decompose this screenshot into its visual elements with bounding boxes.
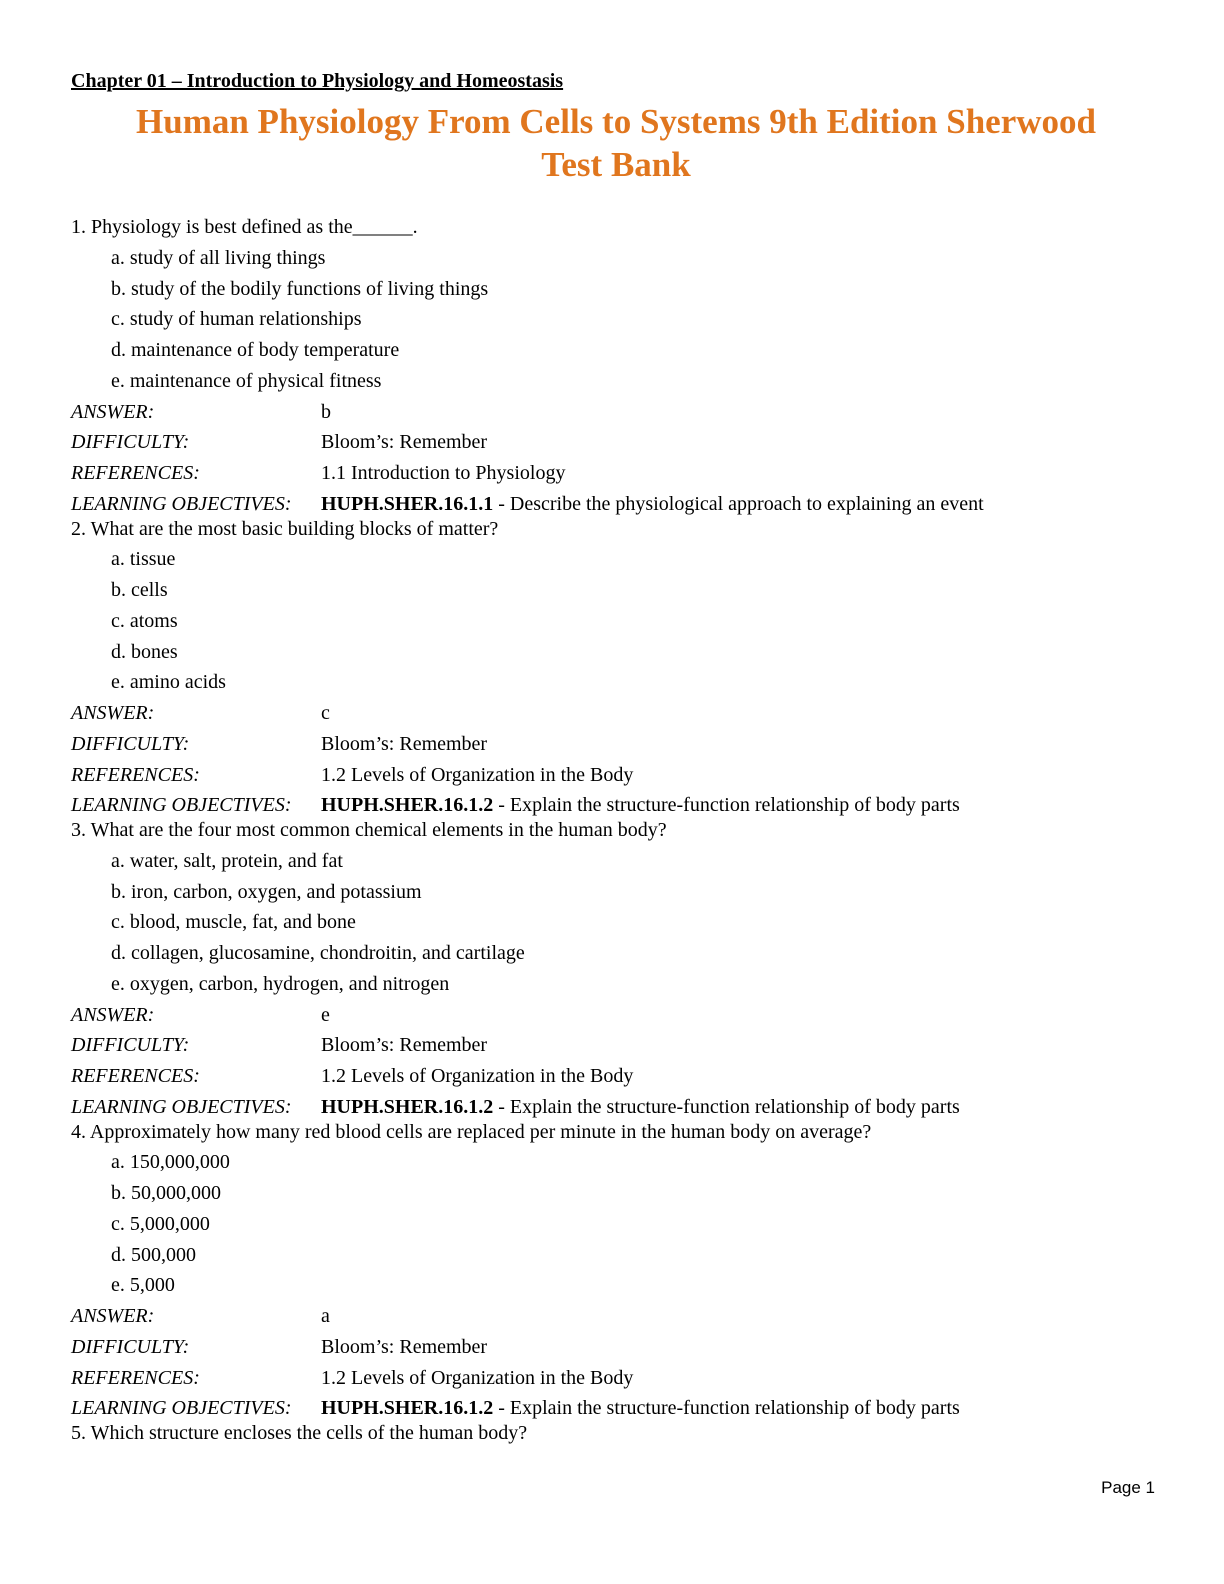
references-row — [71, 458, 1161, 489]
references-label: REFERENCES: — [71, 763, 200, 786]
references-label: REFERENCES: — [71, 462, 200, 484]
references-row — [71, 760, 1161, 791]
difficulty-value: Bloom’s: Remember — [321, 1034, 488, 1057]
document-title — [71, 100, 1161, 186]
difficulty-row — [71, 1030, 1161, 1061]
references-value: 1.1 Introduction to Physiology — [321, 462, 566, 484]
learning-objectives-label: LEARNING OBJECTIVES: — [71, 794, 292, 817]
question-text: 2. What are the most basic building blocks of matter? — [71, 517, 499, 540]
answer-value: c — [321, 702, 330, 724]
answer-row — [71, 698, 1161, 729]
option-b: b. 50,000,000 — [111, 1182, 221, 1204]
answer-label: ANSWER: — [71, 1305, 155, 1327]
option-b: b. cells — [111, 579, 168, 601]
difficulty-row — [71, 729, 1161, 760]
question-text: 3. What are the four most common chemical elements in the human body? — [71, 819, 667, 841]
references-value: 1.2 Levels of Organization in the Body — [321, 763, 634, 786]
option-b: b. iron, carbon, oxygen, and potassium — [111, 880, 422, 903]
objective-description: - Explain the structure-function relationship of body parts — [493, 1095, 960, 1118]
option-a: a. study of all living things — [111, 246, 326, 269]
answer-row — [71, 397, 1161, 428]
objective-description: - Explain the structure-function relationship of body parts — [493, 1397, 960, 1420]
option-c: c. blood, muscle, fat, and bone — [111, 911, 356, 934]
references-label: REFERENCES: — [71, 1065, 200, 1087]
difficulty-value: Bloom’s: Remember — [321, 732, 488, 755]
option-a: a. water, salt, protein, and fat — [111, 849, 343, 872]
difficulty-value: Bloom’s: Remember — [321, 431, 488, 454]
question-text: 4. Approximately how many red blood cells are replaced per minute in the human body on average? — [71, 1120, 872, 1143]
option-a: a. 150,000,000 — [111, 1151, 230, 1174]
answer-value: b — [321, 400, 331, 423]
document-title-line1: Human Physiology From Cells to Systems 9th Edition Sherwood — [136, 102, 1096, 141]
difficulty-label: DIFFICULTY: — [71, 1335, 190, 1358]
option-e: e. maintenance of physical fitness — [111, 369, 382, 392]
page-number: Page 1 — [1101, 1478, 1155, 1497]
option-d: d. maintenance of body temperature — [111, 339, 400, 361]
learning-objectives-label: LEARNING OBJECTIVES: — [71, 1397, 292, 1420]
references-value: 1.2 Levels of Organization in the Body — [321, 1065, 634, 1087]
option-e: e. 5,000 — [111, 1274, 175, 1297]
answer-row — [71, 1000, 1161, 1031]
difficulty-label: DIFFICULTY: — [71, 732, 190, 755]
answer-label: ANSWER: — [71, 702, 155, 724]
chapter-heading: Chapter 01 – Introduction to Physiology and Homeostasis — [71, 70, 564, 92]
answer-label: ANSWER: — [71, 400, 155, 423]
references-label: REFERENCES: — [71, 1366, 200, 1389]
references-row — [71, 1061, 1161, 1092]
option-c: c. 5,000,000 — [111, 1212, 210, 1235]
option-e: e. amino acids — [111, 671, 226, 694]
objective-description: - Describe the physiological approach to explaining an event — [493, 492, 984, 515]
option-d: d. 500,000 — [111, 1243, 196, 1266]
difficulty-row — [71, 427, 1161, 458]
option-e: e. oxygen, carbon, hydrogen, and nitrogen — [111, 972, 450, 995]
references-value: 1.2 Levels of Organization in the Body — [321, 1366, 634, 1389]
document-title-line2: Test Bank — [541, 145, 691, 184]
difficulty-row — [71, 1332, 1161, 1363]
objective-code: HUPH.SHER.16.1.2 — [321, 1095, 494, 1118]
question-list — [71, 212, 1161, 1449]
option-c: c. atoms — [111, 609, 178, 632]
answer-label: ANSWER: — [71, 1003, 155, 1026]
objective-code: HUPH.SHER.16.1.1 — [321, 492, 494, 515]
answer-row — [71, 1301, 1161, 1332]
option-d: d. bones — [111, 640, 178, 663]
difficulty-label: DIFFICULTY: — [71, 431, 190, 454]
objective-description: - Explain the structure-function relationship of body parts — [493, 794, 960, 817]
objective-code: HUPH.SHER.16.1.2 — [321, 1397, 494, 1420]
answer-value: a — [321, 1305, 330, 1327]
difficulty-label: DIFFICULTY: — [71, 1034, 190, 1057]
option-d: d. collagen, glucosamine, chondroitin, and cartilage — [111, 942, 525, 964]
question-text: 5. Which structure encloses the cells of the human body? — [71, 1422, 528, 1444]
learning-objectives-label: LEARNING OBJECTIVES: — [71, 492, 292, 515]
difficulty-value: Bloom’s: Remember — [321, 1335, 488, 1358]
option-b: b. study of the bodily functions of living things — [111, 277, 489, 300]
option-c: c. study of human relationships — [111, 308, 362, 331]
question-text: 1. Physiology is best defined as the______. — [71, 216, 418, 238]
answer-value: e — [321, 1003, 330, 1026]
objective-code: HUPH.SHER.16.1.2 — [321, 794, 494, 817]
document-content — [71, 68, 1161, 1449]
learning-objectives-label: LEARNING OBJECTIVES: — [71, 1095, 292, 1118]
option-a: a. tissue — [111, 548, 176, 571]
references-row — [71, 1363, 1161, 1394]
